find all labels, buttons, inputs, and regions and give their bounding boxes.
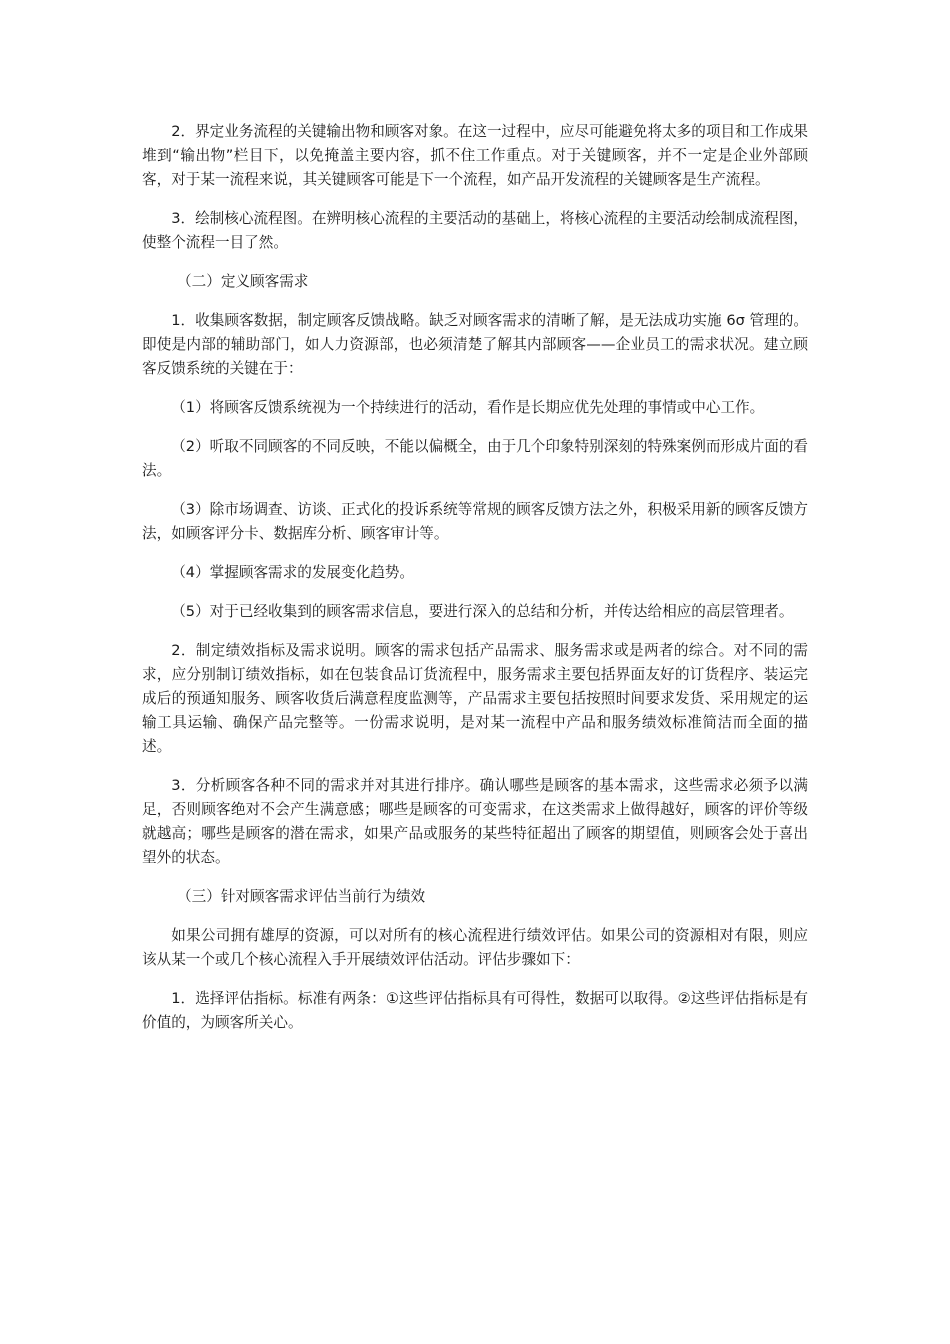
paragraph-rank-needs: 3．分析顾客各种不同的需求并对其进行排序。确认哪些是顾客的基本需求，这些需求必须予以满足，否则顾客绝对不会产生满意感；哪些是顾客的可变需求，在这类需求上做得越好，顾客的评价等级就越高；哪些是顾客的潜在需求，如果产品或服务的某些特征超出了顾客的期望值，则顾客会处于喜出望外的状态。 <box>142 777 808 866</box>
list-item-feedback-4: （4）掌握顾客需求的发展变化趋势。 <box>171 564 414 581</box>
list-item-feedback-3: （3）除市场调查、访谈、正式化的投诉系统等常规的顾客反馈方法之外，积极采用新的顾客反馈方法，如顾客评分卡、数据库分析、顾客审计等。 <box>142 501 809 542</box>
section-heading-evaluate-performance: （三）针对顾客需求评估当前行为绩效 <box>177 888 426 905</box>
paragraph-output-and-customers: 2．界定业务流程的关键输出物和顾客对象。在这一过程中，应尽可能避免将太多的项目和工作成果堆到“输出物”栏目下，以免掩盖主要内容，抓不住工作重点。对于关键顾客，并不一定是企业外部顾客，对于某一流程来说，其关键顾客可能是下一个流程，如产品开发流程的关键顾客是生产流程。 <box>142 123 809 188</box>
paragraph-evaluation-scope: 如果公司拥有雄厚的资源，可以对所有的核心流程进行绩效评估。如果公司的资源相对有限，则应该从某一个或几个核心流程入手开展绩效评估活动。评估步骤如下： <box>142 927 808 968</box>
document-page <box>142 120 808 1050</box>
list-item-feedback-5: （5）对于已经收集到的顾客需求信息，要进行深入的总结和分析，并传达给相应的高层管理者。 <box>171 603 794 620</box>
list-item-feedback-2: （2）听取不同顾客的不同反映，不能以偏概全，由于几个印象特别深刻的特殊案例而形成片面的看法。 <box>142 438 809 479</box>
paragraph-performance-indicators: 2．制定绩效指标及需求说明。顾客的需求包括产品需求、服务需求或是两者的综合。对不同的需求，应分别制订绩效指标，如在包装食品订货流程中，服务需求主要包括界面友好的订货程序、装运完成后的预通知服务、顾客收货后满意程度监测等，产品需求主要包括按照时间要求发货、采用规定的运输工具运输、确保产品完整等。一份需求说明，是对某一流程中产品和服务绩效标准简洁而全面的描述。 <box>142 642 808 755</box>
paragraph-collect-customer-data: 1．收集顾客数据，制定顾客反馈战略。缺乏对顾客需求的清晰了解，是无法成功实施 6σ 管理的。即使是内部的辅助部门，如人力资源部，也必须清楚了解其内部顾客——企业员工的需求状况。建立顾客反馈系统的关键在于： <box>142 312 808 377</box>
paragraph-core-flowchart: 3．绘制核心流程图。在辨明核心流程的主要活动的基础上，将核心流程的主要活动绘制成流程图，使整个流程一目了然。 <box>142 210 809 251</box>
section-heading-customer-needs: （二）定义顾客需求 <box>177 273 309 290</box>
paragraph-select-indicators: 1．选择评估指标。标准有两条：①这些评估指标具有可得性，数据可以取得。②这些评估指标是有价值的，为顾客所关心。 <box>142 990 808 1031</box>
list-item-feedback-1: （1）将顾客反馈系统视为一个持续进行的活动，看作是长期应优先处理的事情或中心工作。 <box>171 399 765 416</box>
